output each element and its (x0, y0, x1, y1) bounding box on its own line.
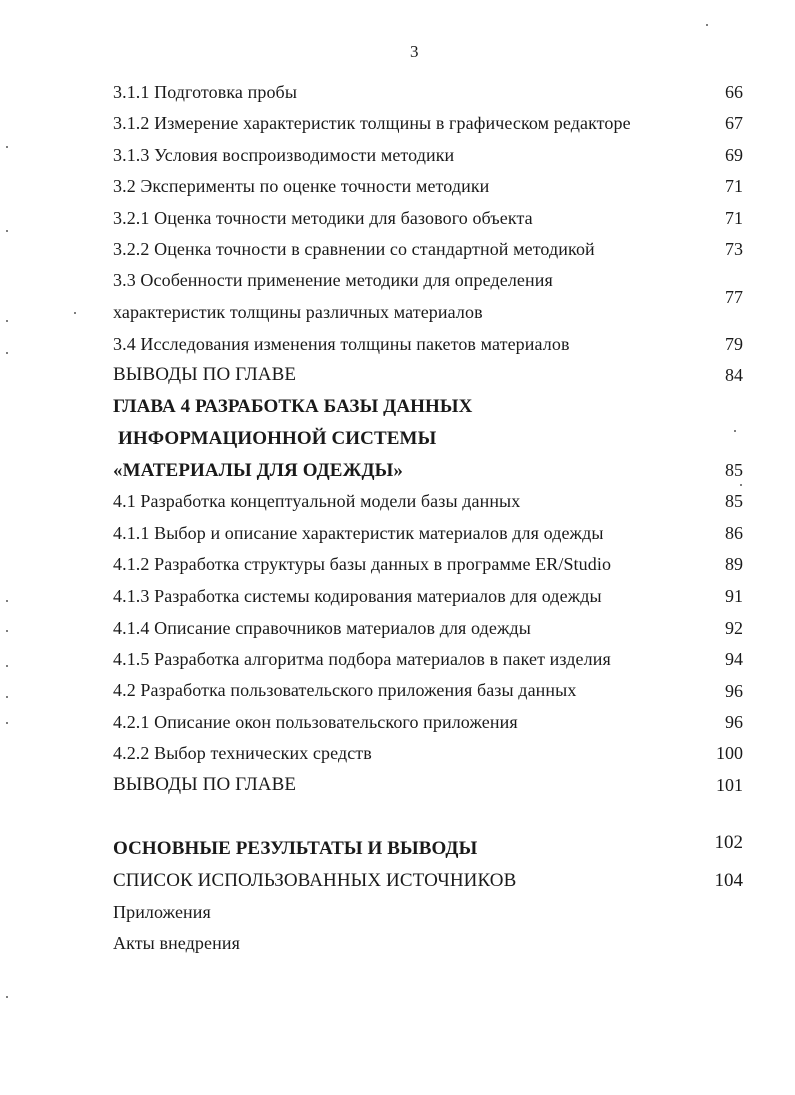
scan-speck (6, 665, 8, 667)
toc-page-4-2: 96 (725, 681, 743, 701)
toc-entry-4-1-4: 4.1.4 Описание справочников материалов для одежды (113, 618, 531, 638)
scan-speck (74, 312, 76, 314)
toc-page-chapter3-conclusions: 84 (725, 365, 743, 385)
toc-entry-3-3-line1: 3.3 Особенности применение методики для определения (113, 270, 553, 290)
toc-entry-chapter3-conclusions: ВЫВОДЫ ПО ГЛАВЕ (113, 364, 297, 385)
toc-page-chapter4: 85 (725, 460, 743, 480)
scan-speck (6, 146, 8, 148)
toc-entry-chapter4-line3: «МАТЕРИАЛЫ ДЛЯ ОДЕЖДЫ» (113, 460, 403, 481)
toc-entry-references: СПИСОК ИСПОЛЬЗОВАННЫХ ИСТОЧНИКОВ (113, 870, 517, 891)
scan-speck (6, 320, 8, 322)
scan-speck (6, 600, 8, 602)
scan-speck (6, 352, 8, 354)
toc-page-3-1-3: 69 (725, 145, 743, 165)
toc-entry-appendices: Приложения (113, 902, 211, 922)
toc-entry-3-4: 3.4 Исследования изменения толщины пакетов материалов (113, 334, 570, 354)
toc-page-chapter4-conclusions: 101 (716, 775, 743, 795)
scan-speck (6, 722, 8, 724)
toc-entry-3-1-1: 3.1.1 Подготовка пробы (113, 82, 298, 102)
toc-entry-chapter4-line1: ГЛАВА 4 РАЗРАБОТКА БАЗЫ ДАННЫХ (113, 396, 473, 417)
toc-page-3-2: 71 (725, 176, 743, 196)
toc-entry-4-2-2: 4.2.2 Выбор технических средств (113, 743, 372, 763)
toc-entry-3-2-1: 3.2.1 Оценка точности методики для базового объекта (113, 208, 533, 228)
toc-page-4-1-3: 91 (725, 586, 743, 606)
toc-entry-3-2: 3.2 Эксперименты по оценке точности методики (113, 176, 490, 196)
toc-page-4-1: 85 (725, 491, 743, 511)
page-number: 3 (410, 42, 419, 61)
scan-speck (740, 484, 742, 486)
toc-page-4-1-5: 94 (725, 649, 743, 669)
toc-entry-3-2-2: 3.2.2 Оценка точности в сравнении со стандартной методикой (113, 239, 595, 259)
toc-page-4-2-2: 100 (716, 743, 743, 763)
scan-speck (6, 696, 8, 698)
toc-entry-3-3-line2: характеристик толщины различных материалов (113, 302, 483, 322)
toc-entry-3-1-2: 3.1.2 Измерение характеристик толщины в графическом редакторе (113, 113, 631, 133)
toc-entry-4-2: 4.2 Разработка пользовательского приложения базы данных (113, 680, 577, 700)
toc-entry-chapter4-conclusions: ВЫВОДЫ ПО ГЛАВЕ (113, 774, 297, 795)
toc-page-4-2-1: 96 (725, 712, 743, 732)
scan-speck (734, 430, 736, 432)
toc-page-3-3: 77 (725, 287, 743, 307)
toc-page-references: 104 (714, 870, 743, 891)
scan-speck (706, 24, 708, 26)
toc-entry-main-results: ОСНОВНЫЕ РЕЗУЛЬТАТЫ И ВЫВОДЫ (113, 838, 478, 859)
toc-entry-chapter4-line2: ИНФОРМАЦИОННОЙ СИСТЕМЫ (118, 428, 437, 449)
toc-page-3-1-2: 67 (725, 113, 743, 133)
scan-speck (6, 996, 8, 998)
toc-page-4-1-1: 86 (725, 523, 743, 543)
toc-page-4-1-2: 89 (725, 554, 743, 574)
toc-page-4-1-4: 92 (725, 618, 743, 638)
toc-entry-implementation-acts: Акты внедрения (113, 933, 240, 953)
scan-speck (6, 230, 8, 232)
toc-entry-4-1-5: 4.1.5 Разработка алгоритма подбора материалов в пакет изделия (113, 649, 611, 669)
toc-entry-4-1-3: 4.1.3 Разработка системы кодирования материалов для одежды (113, 586, 602, 606)
toc-page-3-4: 79 (725, 334, 743, 354)
scan-speck (6, 630, 8, 632)
toc-entry-4-1-2: 4.1.2 Разработка структуры базы данных в программе ER/Studio (113, 554, 612, 574)
toc-entry-4-1: 4.1 Разработка концептуальной модели базы данных (113, 491, 521, 511)
toc-entry-3-1-3: 3.1.3 Условия воспроизводимости методики (113, 145, 455, 165)
toc-entry-4-1-1: 4.1.1 Выбор и описание характеристик материалов для одежды (113, 523, 604, 543)
toc-page-3-2-2: 73 (725, 239, 743, 259)
toc-page-main-results: 102 (714, 832, 743, 853)
toc-entry-4-2-1: 4.2.1 Описание окон пользовательского приложения (113, 712, 518, 732)
toc-page-3-1-1: 66 (725, 82, 743, 102)
toc-page-3-2-1: 71 (725, 208, 743, 228)
